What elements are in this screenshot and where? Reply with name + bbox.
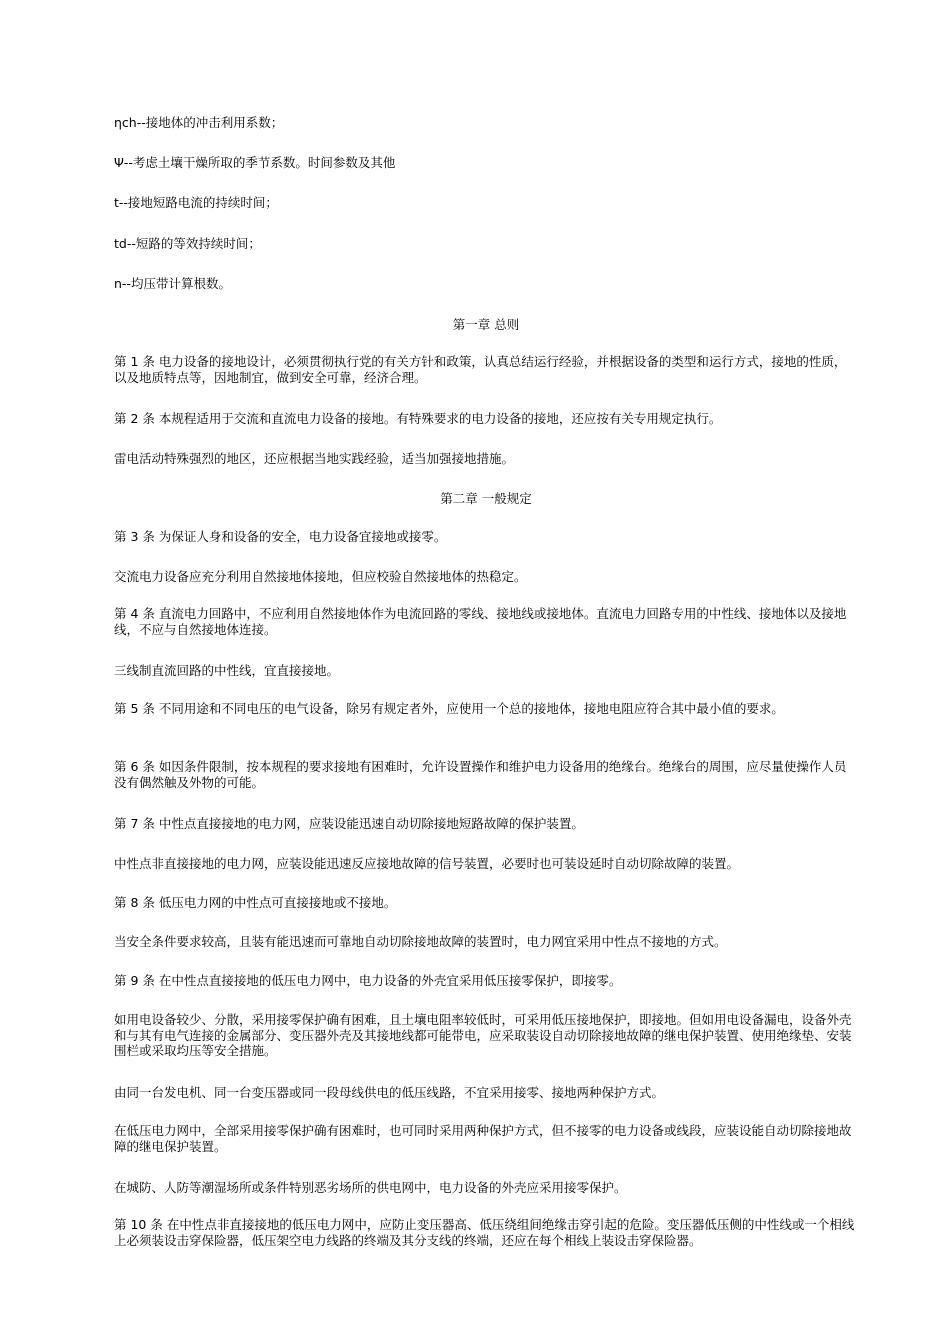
symbol-n: n--均压带计算根数。 (114, 276, 231, 291)
article-9-paragraph-4: 在低压电力网中，全部采用接零保护确有困难时，也可同时采用两种保护方式，但不接零的电力设备或线段，应装设能自动切除接地故障的继电保护装置。 (114, 1123, 852, 1154)
chapter-1-heading: 第一章 总则 (452, 317, 520, 332)
chapter-2-heading: 第二章 一般规定 (440, 491, 532, 506)
article-4-paragraph-2: 三线制直流回路的中性线，宜直接接地。 (114, 663, 340, 678)
article-9-paragraph-5: 在城防、人防等潮湿场所或条件特别恶劣场所的供电网中，电力设备的外壳应采用接零保护。 (114, 1180, 627, 1195)
article-10: 第 10 条 在中性点非直接接地的低压电力网中，应防止变压器高、低压绕组间绝缘击穿引起的危险。变压器低压侧的中性线或一个相线上必须装设击穿保险器，低压架空电力线路的终端及其分支线的终端，还应在每个相线上装设击穿保险器。 (114, 1217, 855, 1248)
article-3-paragraph-2: 交流电力设备应充分利用自然接地体接地，但应校验自然接地体的热稳定。 (114, 569, 527, 584)
article-7: 第 7 条 中性点直接接地的电力网，应装设能迅速自动切除接地短路故障的保护装置。 (114, 816, 584, 831)
article-9-paragraph-2: 如用电设备较少、分散，采用接零保护确有困难，且土壤电阻率较低时，可采用低压接地保护，即接地。但如用电设备漏电，设备外壳和与其有电气连接的金属部分、变压器外壳及其接地线都可能带电，应采取装设自动切除接地故障的继电保护装置、使用绝缘垫、安装围栏或采取均压等安全措施。 (114, 1012, 852, 1058)
article-9: 第 9 条 在中性点直接接地的低压电力网中，电力设备的外壳宜采用低压接零保护，即接零。 (114, 973, 622, 988)
symbol-td: td--短路的等效持续时间； (114, 236, 261, 251)
article-5: 第 5 条 不同用途和不同电压的电气设备，除另有规定者外，应使用一个总的接地体，接地电阻应符合其中最小值的要求。 (114, 701, 784, 716)
article-4: 第 4 条 直流电力回路中，不应利用自然接地体作为电流回路的零线、接地线或接地体。直流电力回路专用的中性线、接地体以及接地线，不应与自然接地体连接。 (114, 606, 847, 637)
article-8-paragraph-2: 当安全条件要求较高，且装有能迅速而可靠地自动切除接地故障的装置时，电力网宜采用中性点不接地的方式。 (114, 934, 727, 949)
article-9-paragraph-3: 由同一台发电机、同一台变压器或同一段母线供电的低压线路，不宜采用接零、接地两种保护方式。 (114, 1085, 665, 1100)
article-6: 第 6 条 如因条件限制，按本规程的要求接地有困难时，允许设置操作和维护电力设备用的绝缘台。绝缘台的周围，应尽量使操作人员没有偶然触及外物的可能。 (114, 759, 847, 790)
symbol-eta-ch: ηch--接地体的冲击利用系数； (114, 115, 284, 130)
article-8: 第 8 条 低压电力网的中性点可直接接地或不接地。 (114, 895, 397, 910)
article-2-paragraph-2: 雷电活动特殊强烈的地区，还应根据当地实践经验，适当加强接地措施。 (114, 451, 515, 466)
article-7-paragraph-2: 中性点非直接接地的电力网，应装设能迅速反应接地故障的信号装置，必要时也可装设延时自动切除故障的装置。 (114, 856, 740, 871)
article-1: 第 1 条 电力设备的接地设计，必须贯彻执行党的有关方针和政策，认真总结运行经验，并根据设备的类型和运行方式，接地的性质，以及地质特点等，因地制宜，做到安全可靠，经济合理。 (114, 354, 847, 385)
symbol-t: t--接地短路电流的持续时间； (114, 195, 278, 210)
symbol-psi: Ψ--考虑土壤干燥所取的季节系数。时间参数及其他 (114, 155, 396, 170)
article-3: 第 3 条 为保证人身和设备的安全，电力设备宜接地或接零。 (114, 529, 447, 544)
article-2: 第 2 条 本规程适用于交流和直流电力设备的接地。有特殊要求的电力设备的接地，还应按有关专用规定执行。 (114, 411, 722, 426)
